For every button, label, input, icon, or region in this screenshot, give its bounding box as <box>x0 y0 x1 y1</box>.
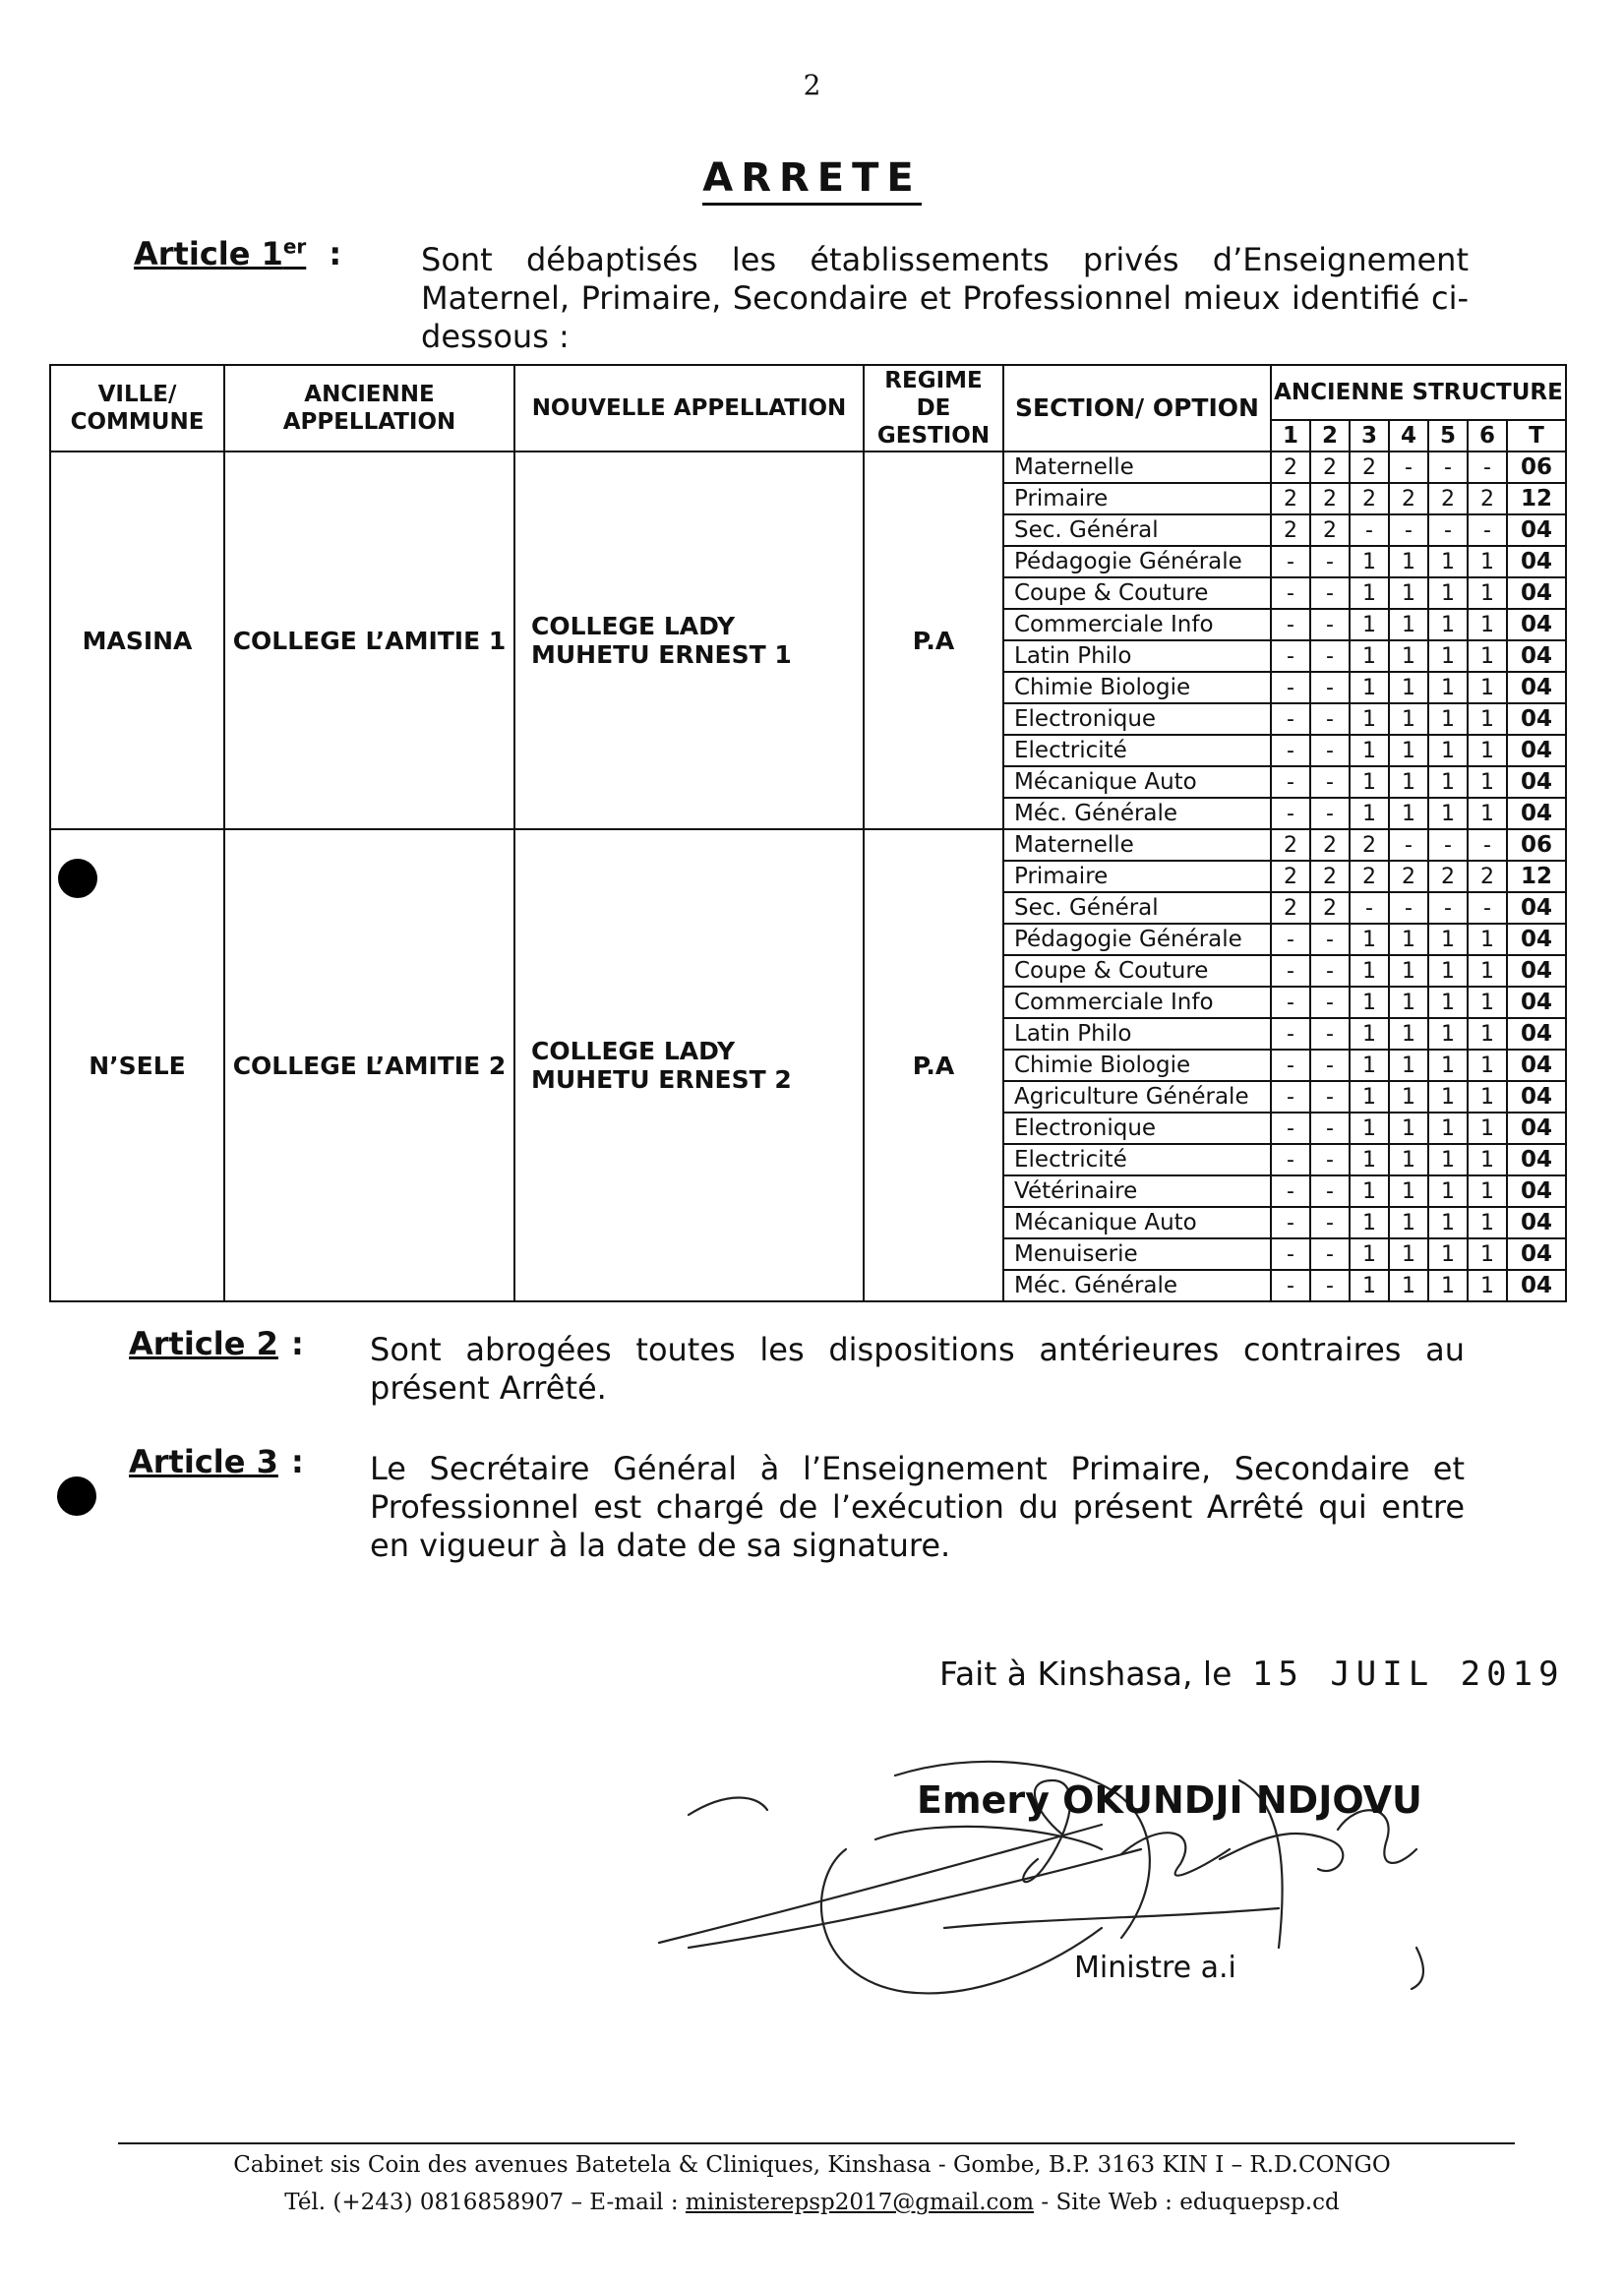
structure-cell-6: 2 <box>1468 861 1507 892</box>
place-text: Fait à Kinshasa, le <box>939 1655 1233 1693</box>
regime-cell: P.A <box>864 451 1003 829</box>
structure-cell-6: 1 <box>1468 609 1507 640</box>
ancienne-appellation-cell: COLLEGE L’AMITIE 1 <box>224 451 514 829</box>
header-nouvelle: NOUVELLE APPELLATION <box>514 365 864 451</box>
structure-cell-1: 2 <box>1271 483 1310 514</box>
structure-total-cell: 04 <box>1507 672 1566 703</box>
footer-website: - Site Web : eduquepsp.cd <box>1034 2190 1340 2215</box>
structure-cell-2: - <box>1310 1081 1350 1113</box>
structure-cell-2: - <box>1310 1050 1350 1081</box>
structure-cell-1: - <box>1271 1081 1310 1113</box>
section-option-cell: Sec. Général <box>1003 892 1271 924</box>
structure-cell-4: 1 <box>1389 1050 1428 1081</box>
structure-cell-2: - <box>1310 703 1350 735</box>
signature-scribble <box>649 1721 1495 2026</box>
structure-cell-6: 1 <box>1468 1050 1507 1081</box>
structure-cell-1: - <box>1271 546 1310 577</box>
structure-cell-3: 1 <box>1350 766 1389 798</box>
section-option-cell: Maternelle <box>1003 451 1271 483</box>
article-1-colon: : <box>329 234 342 272</box>
footer-address: Cabinet sis Coin des avenues Batetela & Cliniques, Kinshasa - Gombe, B.P. 3163 KIN I – R.D.CONGO <box>233 2152 1391 2178</box>
structure-cell-2: 2 <box>1310 829 1350 861</box>
structure-cell-4: 1 <box>1389 766 1428 798</box>
structure-cell-1: 2 <box>1271 451 1310 483</box>
structure-cell-1: - <box>1271 640 1310 672</box>
structure-cell-5: - <box>1428 514 1468 546</box>
structure-cell-5: 1 <box>1428 577 1468 609</box>
structure-cell-4: 1 <box>1389 546 1428 577</box>
structure-cell-4: 1 <box>1389 1144 1428 1175</box>
structure-cell-3: 1 <box>1350 672 1389 703</box>
article-2-label <box>129 1325 304 1362</box>
structure-cell-1: - <box>1271 798 1310 829</box>
structure-total-cell: 06 <box>1507 829 1566 861</box>
structure-cell-3: 1 <box>1350 1270 1389 1301</box>
structure-cell-3: 1 <box>1350 640 1389 672</box>
structure-cell-1: - <box>1271 1050 1310 1081</box>
section-option-cell: Electricité <box>1003 1144 1271 1175</box>
structure-total-cell: 04 <box>1507 1207 1566 1238</box>
article-3-colon: : <box>290 1443 304 1480</box>
structure-cell-2: - <box>1310 640 1350 672</box>
structure-cell-3: 1 <box>1350 546 1389 577</box>
section-option-cell: Mécanique Auto <box>1003 1207 1271 1238</box>
structure-cell-2: - <box>1310 1113 1350 1144</box>
structure-cell-6: 1 <box>1468 1175 1507 1207</box>
structure-cell-6: 1 <box>1468 987 1507 1018</box>
structure-cell-5: 1 <box>1428 1050 1468 1081</box>
structure-cell-2: - <box>1310 1270 1350 1301</box>
structure-cell-3: 1 <box>1350 1113 1389 1144</box>
structure-cell-5: 1 <box>1428 1207 1468 1238</box>
header-structure: ANCIENNE STRUCTURE <box>1271 365 1566 420</box>
section-option-cell: Latin Philo <box>1003 640 1271 672</box>
article-1-text: Sont débaptisés les établissements privés d’Enseignement Maternel, Primaire, Secondaire et Professionnel mieux identifié ci-dessous : <box>421 241 1469 355</box>
structure-cell-5: - <box>1428 451 1468 483</box>
structure-cell-5: 1 <box>1428 1113 1468 1144</box>
structure-cell-2: - <box>1310 955 1350 987</box>
structure-cell-4: 1 <box>1389 1207 1428 1238</box>
structure-cell-6: 1 <box>1468 577 1507 609</box>
structure-cell-6: 1 <box>1468 1113 1507 1144</box>
article-1-label-text <box>134 235 306 272</box>
nouvelle-appellation-cell: COLLEGE LADY MUHETU ERNEST 2 <box>514 829 864 1301</box>
column-header-2: 2 <box>1310 420 1350 451</box>
structure-cell-5: 1 <box>1428 766 1468 798</box>
structure-total-cell: 04 <box>1507 1175 1566 1207</box>
structure-total-cell: 04 <box>1507 924 1566 955</box>
article-3-label <box>129 1443 304 1480</box>
section-option-cell: Agriculture Générale <box>1003 1081 1271 1113</box>
structure-cell-5: 1 <box>1428 955 1468 987</box>
structure-cell-2: - <box>1310 609 1350 640</box>
punch-hole-mark <box>58 859 97 898</box>
structure-cell-4: 1 <box>1389 577 1428 609</box>
section-option-cell: Primaire <box>1003 483 1271 514</box>
structure-total-cell: 12 <box>1507 483 1566 514</box>
structure-cell-3: 1 <box>1350 577 1389 609</box>
structure-cell-6: 1 <box>1468 640 1507 672</box>
nouvelle-appellation-cell: COLLEGE LADY MUHETU ERNEST 1 <box>514 451 864 829</box>
structure-cell-3: 1 <box>1350 987 1389 1018</box>
section-option-cell: Maternelle <box>1003 829 1271 861</box>
section-option-cell: Pédagogie Générale <box>1003 546 1271 577</box>
structure-cell-6: 1 <box>1468 1081 1507 1113</box>
structure-total-cell: 04 <box>1507 1081 1566 1113</box>
structure-total-cell: 04 <box>1507 1113 1566 1144</box>
signer-name: Emery OKUNDJI NDJOVU <box>917 1778 1422 1822</box>
article-3-text: Le Secrétaire Général à l’Enseignement Primaire, Secondaire et Professionnel est chargé de l’exécution du présent Arrêté qui entre en vigueur à la date de sa signature. <box>370 1450 1465 1564</box>
structure-cell-5: 1 <box>1428 1238 1468 1270</box>
structure-cell-1: - <box>1271 703 1310 735</box>
structure-cell-6: 1 <box>1468 1207 1507 1238</box>
structure-total-cell: 04 <box>1507 892 1566 924</box>
column-header-3: 3 <box>1350 420 1389 451</box>
structure-cell-5: 2 <box>1428 483 1468 514</box>
structure-cell-4: - <box>1389 829 1428 861</box>
structure-total-cell: 04 <box>1507 735 1566 766</box>
section-option-cell: Coupe & Couture <box>1003 577 1271 609</box>
section-option-cell: Mécanique Auto <box>1003 766 1271 798</box>
structure-cell-5: 1 <box>1428 703 1468 735</box>
structure-total-cell: 04 <box>1507 1018 1566 1050</box>
structure-cell-6: 1 <box>1468 546 1507 577</box>
structure-total-cell: 04 <box>1507 609 1566 640</box>
structure-cell-5: 1 <box>1428 640 1468 672</box>
structure-cell-6: 1 <box>1468 955 1507 987</box>
structure-cell-2: 2 <box>1310 451 1350 483</box>
header-ancienne: ANCIENNE APPELLATION <box>224 365 514 451</box>
structure-cell-6: 1 <box>1468 703 1507 735</box>
structure-total-cell: 04 <box>1507 1238 1566 1270</box>
structure-cell-3: 1 <box>1350 955 1389 987</box>
ancienne-appellation-cell: COLLEGE L’AMITIE 2 <box>224 829 514 1301</box>
structure-total-cell: 04 <box>1507 1050 1566 1081</box>
structure-cell-1: - <box>1271 924 1310 955</box>
structure-cell-5: 1 <box>1428 1175 1468 1207</box>
structure-cell-4: 1 <box>1389 1081 1428 1113</box>
structure-cell-5: 1 <box>1428 672 1468 703</box>
structure-cell-6: - <box>1468 829 1507 861</box>
structure-total-cell: 12 <box>1507 861 1566 892</box>
structure-cell-4: - <box>1389 451 1428 483</box>
regime-cell: P.A <box>864 829 1003 1301</box>
section-option-cell: Chimie Biologie <box>1003 672 1271 703</box>
structure-cell-3: 2 <box>1350 483 1389 514</box>
date-stamp: 15 JUIL 2019 <box>1251 1655 1565 1694</box>
table-row <box>50 451 1566 483</box>
footer-rule <box>118 2142 1515 2144</box>
structure-cell-1: - <box>1271 955 1310 987</box>
structure-cell-4: 1 <box>1389 924 1428 955</box>
structure-cell-4: - <box>1389 892 1428 924</box>
structure-cell-3: 1 <box>1350 1175 1389 1207</box>
structure-total-cell: 04 <box>1507 798 1566 829</box>
structure-cell-5: - <box>1428 892 1468 924</box>
structure-cell-6: 1 <box>1468 735 1507 766</box>
structure-cell-4: - <box>1389 514 1428 546</box>
structure-cell-6: 1 <box>1468 1238 1507 1270</box>
header-regime: REGIME DE GESTION <box>864 365 1003 451</box>
structure-cell-5: 1 <box>1428 924 1468 955</box>
structure-cell-5: 1 <box>1428 609 1468 640</box>
structure-cell-3: 1 <box>1350 735 1389 766</box>
structure-cell-6: 1 <box>1468 672 1507 703</box>
structure-cell-4: 1 <box>1389 1175 1428 1207</box>
structure-total-cell: 04 <box>1507 640 1566 672</box>
structure-total-cell: 04 <box>1507 514 1566 546</box>
structure-cell-1: - <box>1271 1175 1310 1207</box>
structure-cell-3: 1 <box>1350 703 1389 735</box>
structure-cell-1: 2 <box>1271 829 1310 861</box>
structure-cell-4: 1 <box>1389 955 1428 987</box>
table-body <box>50 451 1566 1301</box>
section-option-cell: Méc. Générale <box>1003 798 1271 829</box>
column-header-5: 5 <box>1428 420 1468 451</box>
structure-cell-2: - <box>1310 766 1350 798</box>
structure-cell-4: 1 <box>1389 1113 1428 1144</box>
structure-cell-3: 2 <box>1350 829 1389 861</box>
structure-cell-3: 1 <box>1350 924 1389 955</box>
structure-total-cell: 04 <box>1507 1270 1566 1301</box>
column-header-6: 6 <box>1468 420 1507 451</box>
structure-cell-2: 2 <box>1310 892 1350 924</box>
structure-cell-2: - <box>1310 546 1350 577</box>
structure-cell-4: 2 <box>1389 861 1428 892</box>
section-option-cell: Sec. Général <box>1003 514 1271 546</box>
section-option-cell: Menuiserie <box>1003 1238 1271 1270</box>
structure-cell-4: 1 <box>1389 798 1428 829</box>
structure-cell-6: 1 <box>1468 766 1507 798</box>
structure-total-cell: 04 <box>1507 577 1566 609</box>
structure-cell-2: - <box>1310 735 1350 766</box>
structure-cell-3: 1 <box>1350 1207 1389 1238</box>
structure-cell-6: 1 <box>1468 1144 1507 1175</box>
structure-cell-5: 1 <box>1428 1018 1468 1050</box>
structure-total-cell: 04 <box>1507 546 1566 577</box>
column-header-1: 1 <box>1271 420 1310 451</box>
structure-cell-3: 1 <box>1350 1081 1389 1113</box>
structure-cell-3: 2 <box>1350 451 1389 483</box>
structure-cell-2: - <box>1310 577 1350 609</box>
structure-cell-3: - <box>1350 892 1389 924</box>
structure-cell-5: 1 <box>1428 735 1468 766</box>
structure-cell-1: - <box>1271 1238 1310 1270</box>
header-section: SECTION/ OPTION <box>1003 365 1271 451</box>
structure-total-cell: 04 <box>1507 703 1566 735</box>
structure-cell-1: - <box>1271 672 1310 703</box>
footer-contact <box>0 2190 1624 2215</box>
structure-cell-2: 2 <box>1310 861 1350 892</box>
structure-cell-1: - <box>1271 1113 1310 1144</box>
article-2-colon: : <box>290 1325 304 1362</box>
structure-cell-6: 2 <box>1468 483 1507 514</box>
section-option-cell: Electricité <box>1003 735 1271 766</box>
structure-cell-1: 2 <box>1271 861 1310 892</box>
structure-cell-4: 1 <box>1389 1238 1428 1270</box>
structure-cell-5: 1 <box>1428 546 1468 577</box>
ville-cell: MASINA <box>50 451 224 829</box>
structure-cell-1: 2 <box>1271 514 1310 546</box>
structure-cell-5: 1 <box>1428 798 1468 829</box>
structure-cell-3: 1 <box>1350 1018 1389 1050</box>
structure-cell-1: - <box>1271 1207 1310 1238</box>
structure-cell-6: 1 <box>1468 924 1507 955</box>
article-1-label <box>134 234 341 272</box>
structure-cell-4: 1 <box>1389 735 1428 766</box>
heading-text: ARRETE <box>702 155 922 206</box>
structure-total-cell: 04 <box>1507 987 1566 1018</box>
structure-cell-5: - <box>1428 829 1468 861</box>
header-ville: VILLE/ COMMUNE <box>50 365 224 451</box>
structure-cell-1: 2 <box>1271 892 1310 924</box>
structure-cell-5: 1 <box>1428 1144 1468 1175</box>
structure-cell-2: - <box>1310 798 1350 829</box>
document-heading <box>0 155 1624 201</box>
structure-cell-1: - <box>1271 1144 1310 1175</box>
structure-total-cell: 04 <box>1507 766 1566 798</box>
structure-cell-6: - <box>1468 451 1507 483</box>
structure-total-cell: 06 <box>1507 451 1566 483</box>
structure-cell-2: - <box>1310 1207 1350 1238</box>
structure-cell-3: 2 <box>1350 861 1389 892</box>
structure-cell-6: 1 <box>1468 798 1507 829</box>
article-2-label-text: Article 2 <box>129 1325 278 1362</box>
schools-table <box>49 364 1567 1302</box>
place-and-date <box>939 1655 1565 1694</box>
section-option-cell: Electronique <box>1003 703 1271 735</box>
ville-cell: N’SELE <box>50 829 224 1301</box>
structure-cell-6: 1 <box>1468 1018 1507 1050</box>
section-option-cell: Primaire <box>1003 861 1271 892</box>
footer-phone: Tél. (+243) 0816858907 – E-mail : <box>284 2190 686 2215</box>
article-1-superscript: er <box>282 234 307 258</box>
structure-cell-3: 1 <box>1350 798 1389 829</box>
structure-total-cell: 04 <box>1507 1144 1566 1175</box>
structure-cell-3: 1 <box>1350 1144 1389 1175</box>
structure-cell-4: 1 <box>1389 703 1428 735</box>
structure-cell-5: 1 <box>1428 1081 1468 1113</box>
structure-cell-3: 1 <box>1350 609 1389 640</box>
section-option-cell: Commerciale Info <box>1003 609 1271 640</box>
structure-cell-1: - <box>1271 987 1310 1018</box>
section-option-cell: Pédagogie Générale <box>1003 924 1271 955</box>
section-option-cell: Vétérinaire <box>1003 1175 1271 1207</box>
structure-cell-3: 1 <box>1350 1238 1389 1270</box>
structure-cell-4: 1 <box>1389 609 1428 640</box>
structure-cell-4: 1 <box>1389 672 1428 703</box>
structure-cell-2: - <box>1310 1175 1350 1207</box>
structure-cell-3: - <box>1350 514 1389 546</box>
structure-cell-3: 1 <box>1350 1050 1389 1081</box>
signer-role: Ministre a.i <box>1074 1951 1236 1985</box>
structure-cell-6: - <box>1468 514 1507 546</box>
structure-cell-6: - <box>1468 892 1507 924</box>
structure-cell-2: - <box>1310 924 1350 955</box>
structure-cell-4: 1 <box>1389 640 1428 672</box>
punch-hole-mark <box>57 1476 96 1516</box>
structure-cell-5: 1 <box>1428 1270 1468 1301</box>
section-option-cell: Méc. Générale <box>1003 1270 1271 1301</box>
structure-cell-6: 1 <box>1468 1270 1507 1301</box>
footer-email-link[interactable]: ministerepsp2017@gmail.com <box>685 2190 1035 2215</box>
article-2-text: Sont abrogées toutes les dispositions antérieures contraires au présent Arrêté. <box>370 1331 1465 1407</box>
structure-cell-2: - <box>1310 1144 1350 1175</box>
section-option-cell: Latin Philo <box>1003 1018 1271 1050</box>
structure-cell-5: 2 <box>1428 861 1468 892</box>
structure-cell-2: 2 <box>1310 514 1350 546</box>
structure-total-cell: 04 <box>1507 955 1566 987</box>
structure-cell-4: 1 <box>1389 987 1428 1018</box>
structure-cell-1: - <box>1271 1270 1310 1301</box>
structure-cell-4: 2 <box>1389 483 1428 514</box>
column-header-t: T <box>1507 420 1566 451</box>
structure-cell-4: 1 <box>1389 1018 1428 1050</box>
structure-cell-1: - <box>1271 609 1310 640</box>
structure-cell-2: - <box>1310 987 1350 1018</box>
structure-cell-2: 2 <box>1310 483 1350 514</box>
section-option-cell: Chimie Biologie <box>1003 1050 1271 1081</box>
structure-cell-1: - <box>1271 1018 1310 1050</box>
structure-cell-2: - <box>1310 672 1350 703</box>
structure-cell-4: 1 <box>1389 1270 1428 1301</box>
structure-cell-2: - <box>1310 1018 1350 1050</box>
structure-cell-1: - <box>1271 766 1310 798</box>
structure-cell-5: 1 <box>1428 987 1468 1018</box>
section-option-cell: Commerciale Info <box>1003 987 1271 1018</box>
structure-cell-1: - <box>1271 577 1310 609</box>
structure-cell-1: - <box>1271 735 1310 766</box>
column-header-4: 4 <box>1389 420 1428 451</box>
article-1-word: Article 1 <box>134 234 283 272</box>
section-option-cell: Coupe & Couture <box>1003 955 1271 987</box>
page-number: 2 <box>803 69 821 101</box>
structure-cell-2: - <box>1310 1238 1350 1270</box>
article-3-label-text: Article 3 <box>129 1443 278 1480</box>
table-row <box>50 829 1566 861</box>
section-option-cell: Electronique <box>1003 1113 1271 1144</box>
